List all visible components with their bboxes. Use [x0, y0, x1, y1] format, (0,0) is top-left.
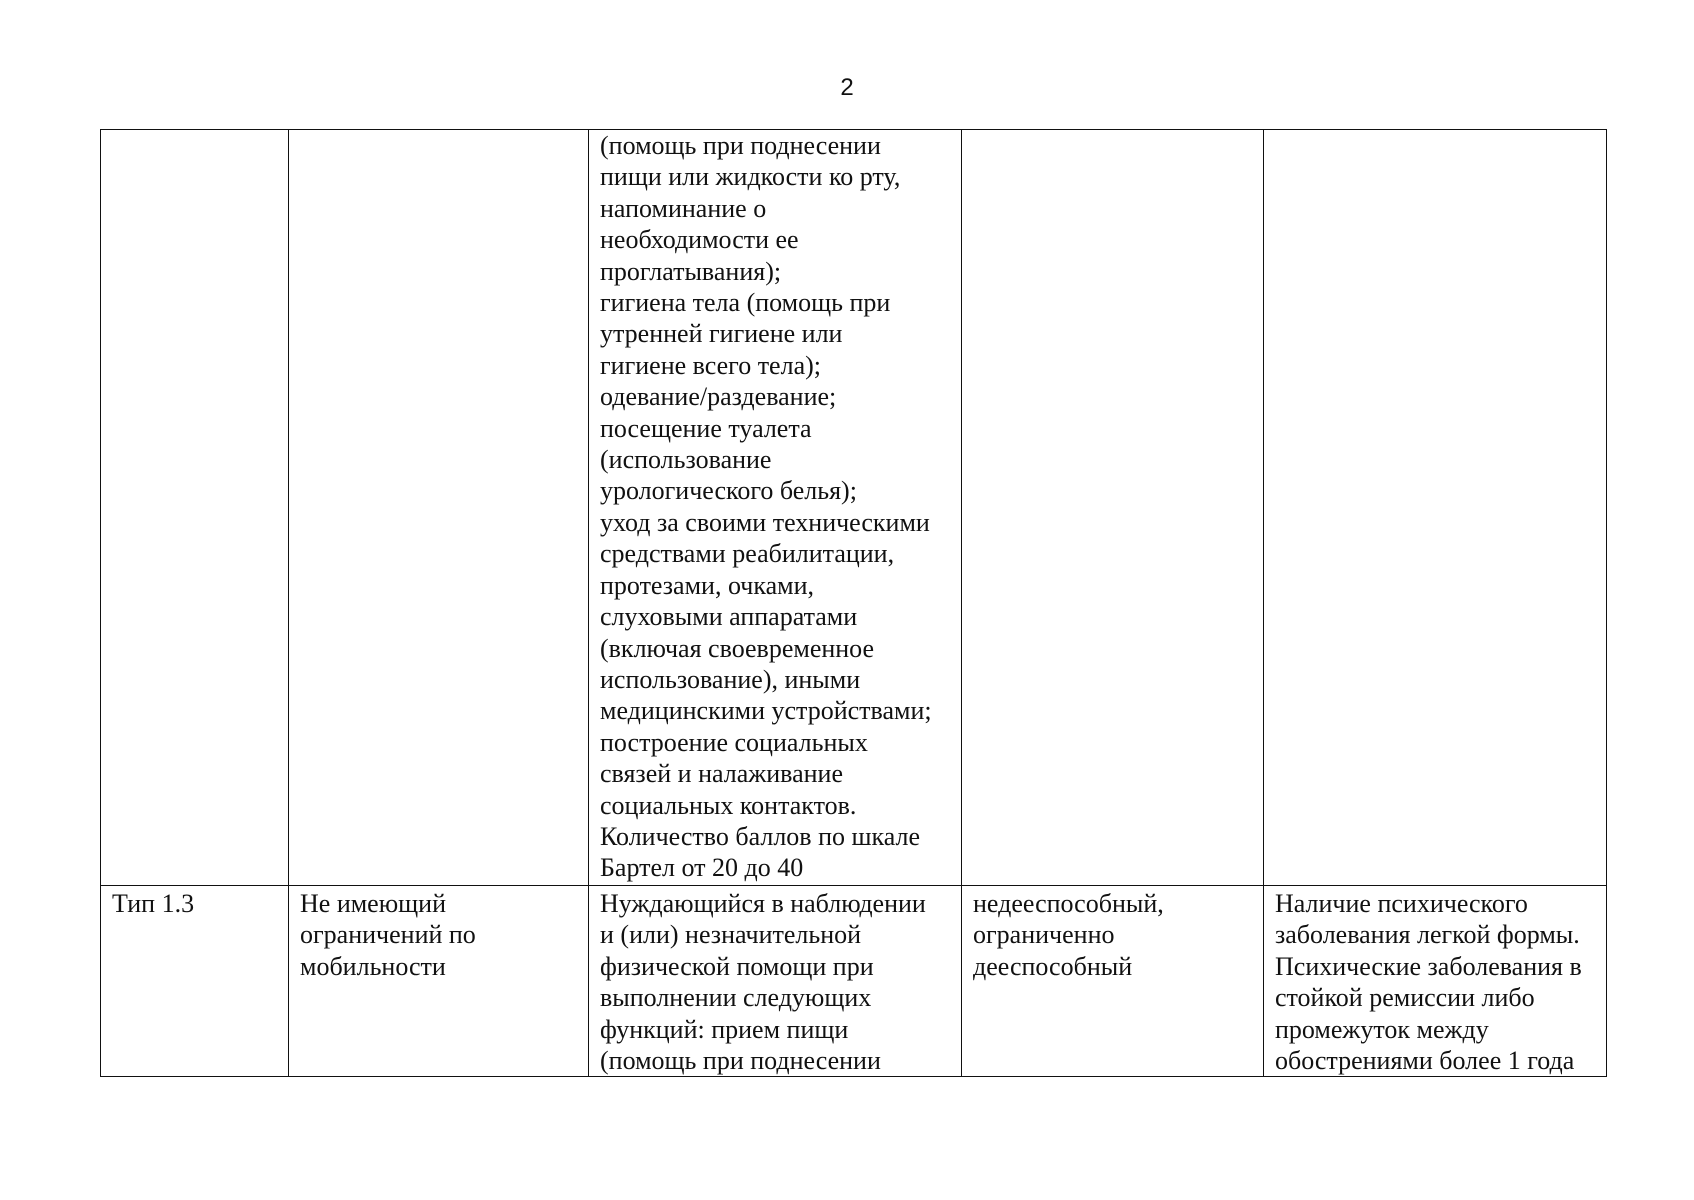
cell-assistance: (помощь при поднесении пищи или жидкости ко рту, напоминание о необходимости ее проглатывания); гигиена тела (помощь при утренней гигиене или гигиене всего тела); одевание/раздевание; посещение туалета (использование урологического белья); уход за своими техническими средствами реабилитации, протезами, очками, слуховыми аппаратами (включая своевременное использование), иными медицинскими устройствами; построение социальных связей и налаживание социальных контактов. Количество баллов по шкале Бартел от 20 до 40: [589, 130, 962, 886]
cell-type: [101, 130, 289, 886]
cell-mobility: Не имеющий ограничений по мобильности: [289, 886, 589, 1077]
cell-legal-capacity: [962, 130, 1264, 886]
cell-assistance: Нуждающийся в наблюдении и (или) незначительной физической помощи при выполнении следующих функций: прием пищи (помощь при поднесении: [589, 886, 962, 1077]
cell-mobility: [289, 130, 589, 886]
cell-condition: [1264, 130, 1607, 886]
table-row-type-1-3: [101, 886, 1607, 1077]
care-type-table: [100, 129, 1607, 1077]
cell-condition: Наличие психического заболевания легкой формы. Психические заболевания в стойкой ремиссии либо промежуток между обострениями более 1 года: [1264, 886, 1607, 1077]
table-row-continuation: [101, 130, 1607, 886]
cell-legal-capacity: недееспособный, ограниченно дееспособный: [962, 886, 1264, 1077]
page-number: 2: [840, 74, 854, 101]
cell-type: Тип 1.3: [101, 886, 289, 1077]
